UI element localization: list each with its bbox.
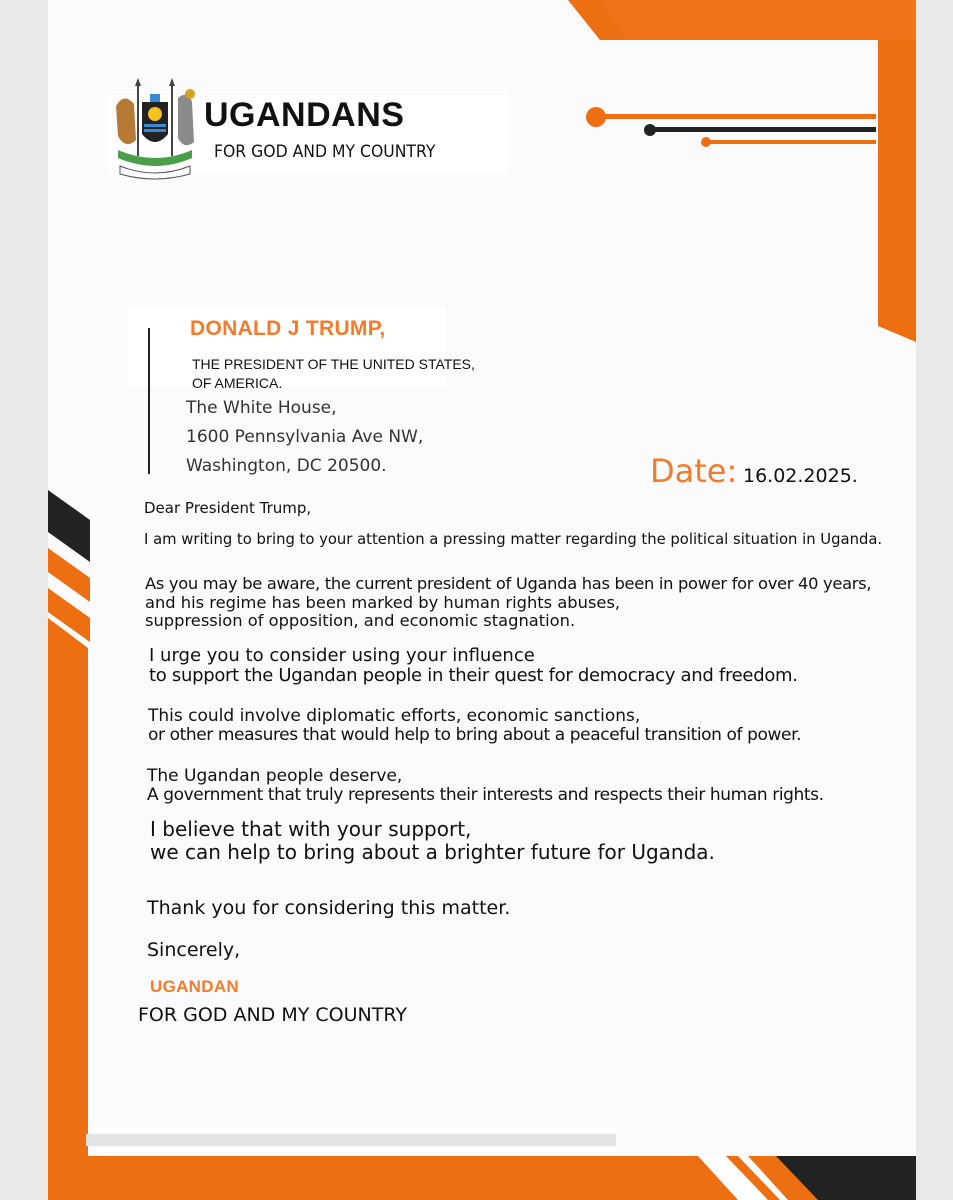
circuit-lines-decoration bbox=[578, 100, 878, 152]
left-stripes-decoration bbox=[48, 490, 93, 1200]
paragraph-line: I believe that with your support, bbox=[150, 817, 472, 841]
recipient-title-line: OF AMERICA. bbox=[192, 375, 283, 391]
paragraph-line: As you may be aware, the current president of Uganda has been in power for over 40 years, bbox=[145, 574, 872, 593]
paragraph-line: This could involve diplomatic efforts, economic sanctions, bbox=[148, 706, 641, 726]
paragraph-line: suppression of opposition, and economic stagnation. bbox=[145, 611, 576, 630]
recipient-address-line: 1600 Pennsylvania Ave NW, bbox=[186, 427, 424, 447]
letterhead-subtitle: FOR GOD AND MY COUNTRY bbox=[214, 142, 436, 162]
closing: Sincerely, bbox=[147, 939, 241, 961]
signature-motto: FOR GOD AND MY COUNTRY bbox=[138, 1004, 407, 1026]
recipient-address-line: Washington, DC 20500. bbox=[186, 456, 387, 476]
paragraph-line: A government that truly represents their interests and respects their human rights. bbox=[147, 785, 824, 805]
date-label: Date: bbox=[650, 452, 738, 490]
paragraph-line: or other measures that would help to bring about a peaceful transition of power. bbox=[148, 725, 802, 745]
letterhead-title: UGANDANS bbox=[204, 96, 405, 134]
date-value: 16.02.2025. bbox=[743, 465, 858, 487]
letter-page bbox=[48, 0, 916, 1200]
signature-name: UGANDAN bbox=[150, 977, 239, 996]
paragraph-line: The Ugandan people deserve, bbox=[147, 766, 403, 786]
paragraph-line: and his regime has been marked by human rights abuses, bbox=[145, 593, 621, 612]
thanks-line: Thank you for considering this matter. bbox=[147, 897, 511, 919]
paragraph-line: to support the Ugandan people in their quest for democracy and freedom. bbox=[149, 665, 798, 686]
intro-paragraph: I am writing to bring to your attention a pressing matter regarding the political situation in Uganda. bbox=[144, 531, 883, 548]
uganda-coat-of-arms-icon bbox=[108, 76, 202, 184]
paragraph-line: I urge you to consider using your influence bbox=[149, 645, 535, 666]
paragraph-line: we can help to bring about a brighter future for Uganda. bbox=[150, 840, 715, 864]
recipient-name: DONALD J TRUMP, bbox=[190, 317, 386, 340]
salutation: Dear President Trump, bbox=[144, 499, 312, 517]
recipient-title-line: THE PRESIDENT OF THE UNITED STATES, bbox=[192, 356, 475, 372]
bottom-bar-decoration bbox=[48, 1120, 916, 1200]
address-divider bbox=[148, 328, 150, 474]
recipient-address-line: The White House, bbox=[186, 398, 337, 418]
